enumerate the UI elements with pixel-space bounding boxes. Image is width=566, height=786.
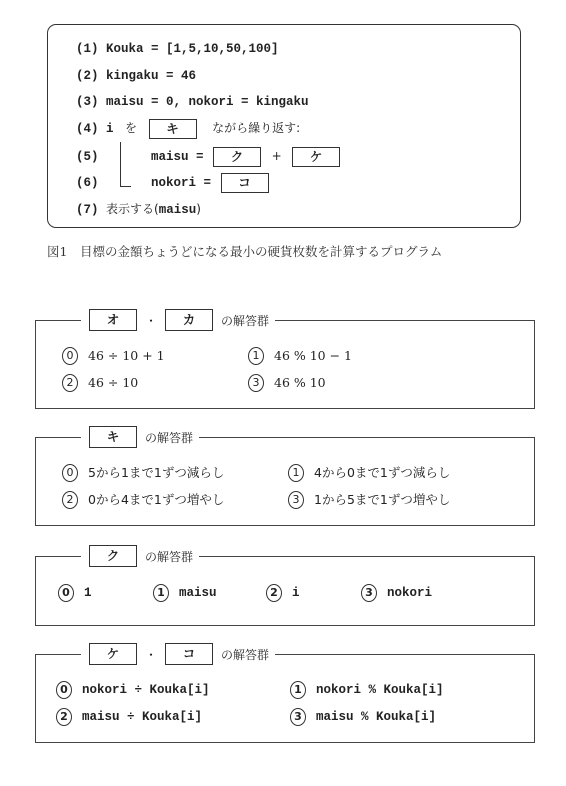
blank-ki: キ bbox=[149, 119, 197, 139]
option-number: 2 bbox=[266, 584, 282, 602]
option-text: nokori ÷ Kouka[i] bbox=[82, 683, 210, 697]
option-1[interactable] bbox=[290, 680, 444, 700]
answer-group-ku bbox=[35, 549, 535, 626]
group-title: の解答群 bbox=[145, 549, 194, 564]
answer-group-o-ka bbox=[35, 313, 535, 409]
blank-label-ka: カ bbox=[165, 309, 213, 331]
program-line-6 bbox=[76, 172, 269, 194]
option-2[interactable] bbox=[62, 490, 224, 510]
option-2[interactable] bbox=[266, 583, 300, 603]
program-line-7 bbox=[76, 198, 201, 220]
option-text: i bbox=[292, 586, 300, 600]
option-0[interactable] bbox=[56, 680, 210, 700]
line-number: (3) bbox=[76, 95, 99, 109]
option-0[interactable] bbox=[58, 583, 92, 603]
option-text: maisu % Kouka[i] bbox=[316, 710, 437, 724]
loop-bracket bbox=[120, 142, 131, 187]
group-title: の解答群 bbox=[221, 313, 270, 328]
option-text: 0から4まで1ずつ増やし bbox=[88, 492, 225, 507]
line-number: (6) bbox=[76, 176, 99, 190]
code-text: maisu = bbox=[151, 150, 204, 164]
option-0[interactable] bbox=[62, 346, 165, 366]
option-text: 46 ÷ 10 bbox=[88, 375, 139, 390]
particle-text: を bbox=[125, 121, 138, 135]
code-text: kingaku = 46 bbox=[106, 69, 197, 83]
code-text: maisu bbox=[158, 203, 197, 217]
option-3[interactable] bbox=[290, 707, 436, 727]
answer-group-ke-ko bbox=[35, 647, 535, 743]
program-box bbox=[47, 24, 521, 228]
line-number: (1) bbox=[76, 42, 99, 56]
option-number: 3 bbox=[288, 491, 304, 509]
blank-label-ko: コ bbox=[165, 643, 213, 665]
option-text: nokori % Kouka[i] bbox=[316, 683, 444, 697]
option-text: 4から0まで1ずつ減らし bbox=[314, 465, 451, 480]
separator: ・ bbox=[145, 647, 158, 662]
option-number: 1 bbox=[248, 347, 264, 365]
option-text: 1 bbox=[84, 586, 92, 600]
loop-variable: i bbox=[106, 122, 114, 136]
blank-ke: ケ bbox=[292, 147, 340, 167]
option-text: maisu ÷ Kouka[i] bbox=[82, 710, 203, 724]
code-text: nokori = bbox=[151, 176, 212, 190]
option-number: 0 bbox=[58, 584, 74, 602]
group-legend bbox=[81, 641, 275, 667]
option-1[interactable] bbox=[288, 463, 450, 483]
option-1[interactable] bbox=[153, 583, 217, 603]
option-number: 0 bbox=[56, 681, 72, 699]
code-text: Kouka = [1,5,10,50,100] bbox=[106, 42, 279, 56]
blank-label-ke: ケ bbox=[89, 643, 137, 665]
group-title: の解答群 bbox=[221, 647, 270, 662]
option-number: 2 bbox=[62, 374, 78, 392]
option-text: maisu bbox=[179, 586, 217, 600]
line-number: (7) bbox=[76, 203, 99, 217]
separator: ・ bbox=[145, 313, 158, 328]
group-legend bbox=[81, 307, 275, 333]
program-line-4 bbox=[76, 117, 300, 139]
option-0[interactable] bbox=[62, 463, 224, 483]
option-number: 3 bbox=[248, 374, 264, 392]
option-2[interactable] bbox=[56, 707, 202, 727]
loop-text: ながら繰り返す: bbox=[212, 121, 301, 135]
program-line-3 bbox=[76, 91, 309, 113]
option-text: 46 % 10 bbox=[274, 375, 326, 390]
option-number: 2 bbox=[62, 491, 78, 509]
option-number: 0 bbox=[62, 464, 78, 482]
display-text: 表示する( bbox=[106, 202, 159, 216]
line-number: (5) bbox=[76, 150, 99, 164]
option-text: 46 ÷ 10 + 1 bbox=[88, 348, 165, 363]
option-3[interactable] bbox=[288, 490, 450, 510]
figure-caption: 図1 目標の金額ちょうどになる最小の硬貨枚数を計算するプログラム bbox=[47, 244, 443, 259]
option-number: 3 bbox=[361, 584, 377, 602]
option-text: 5から1まで1ずつ減らし bbox=[88, 465, 225, 480]
blank-label-ki: キ bbox=[89, 426, 137, 448]
blank-label-ku: ク bbox=[89, 545, 137, 567]
code-text: maisu = 0, nokori = kingaku bbox=[106, 95, 309, 109]
option-number: 1 bbox=[153, 584, 169, 602]
option-2[interactable] bbox=[62, 373, 138, 393]
option-text: 46 % 10 − 1 bbox=[274, 348, 353, 363]
option-text: nokori bbox=[387, 586, 433, 600]
blank-ko: コ bbox=[221, 173, 269, 193]
program-line-5 bbox=[76, 145, 340, 167]
group-legend bbox=[81, 424, 199, 450]
option-1[interactable] bbox=[248, 346, 352, 366]
paren-text: ) bbox=[196, 202, 201, 216]
blank-ku: ク bbox=[213, 147, 261, 167]
line-number: (4) bbox=[76, 122, 99, 136]
group-legend bbox=[81, 543, 199, 569]
plus-sign: + bbox=[271, 149, 282, 163]
group-title: の解答群 bbox=[145, 430, 194, 445]
line-number: (2) bbox=[76, 69, 99, 83]
option-3[interactable] bbox=[248, 373, 326, 393]
option-number: 0 bbox=[62, 347, 78, 365]
blank-label-o: オ bbox=[89, 309, 137, 331]
option-3[interactable] bbox=[361, 583, 432, 603]
program-line-1 bbox=[76, 38, 279, 60]
option-number: 1 bbox=[290, 681, 306, 699]
option-text: 1から5まで1ずつ増やし bbox=[314, 492, 451, 507]
option-number: 3 bbox=[290, 708, 306, 726]
option-number: 1 bbox=[288, 464, 304, 482]
program-line-2 bbox=[76, 65, 196, 87]
option-number: 2 bbox=[56, 708, 72, 726]
answer-group-ki bbox=[35, 430, 535, 526]
